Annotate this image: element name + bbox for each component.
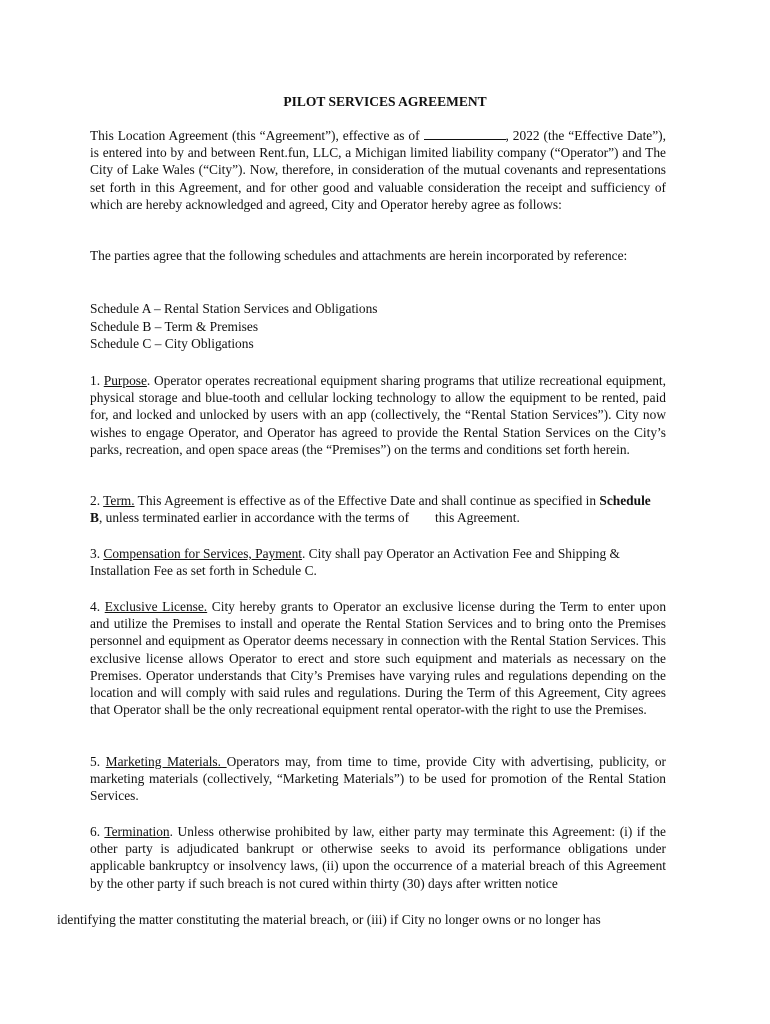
intro-text-rest: , 2022 (the “Effective Date”), is entered into by and between Rent.fun, LLC, a Michigan limited liability company (“Operator”) and The City of Lake Wales (“City”). Now, therefore, in consideration of the mutual covenants and representations set forth in this Agreement, and for other good and valuable consideration the receipt and sufficiency of which are hereby acknowledged and agreed, City and Operator hereby agree as follows: (90, 128, 666, 212)
section-body-license: City hereby grants to Operator an exclusive license during the Term to enter upon and utilize the Premises to install and operate the Rental Station Services and to bring onto the Premises personnel and equipment as Operator deems necessary in connection with the Rental Station Services. This exclusive license allows Operator to erect and store such equipment and materials as necessary on the Premises. Operator understands that City’s Premises have varying rules and regulations depending on the location and will comply with said rules and regulations. During the Term of this Agreement, City agrees that Operator shall be the only recreational equipment rental operator-with the right to use the Premises. (90, 599, 667, 718)
section-termination (90, 823, 666, 892)
section-compensation (90, 545, 666, 579)
section-body-purpose: . Operator operates recreational equipment sharing programs that utilize recreational equipment, physical storage and blue-tooth and cellular locking technology to allow the equipment to be rented, paid for, and locked and unlocked by users with an app (collectively, the “Rental Station Services”). City now wishes to engage Operator, and Operator has agreed to provide the Rental Station Services on the City’s parks, recreation, and open space areas (the “Premises”) on the terms and conditions set forth herein. (90, 373, 666, 457)
termination-continuation-line: identifying the matter constituting the material breach, or (iii) if City no longer owns or no longer has (57, 912, 601, 927)
section-number: 2. (90, 493, 104, 508)
section-number: 5. (90, 754, 106, 769)
section-body-compensation: . City shall pay Operator an Activation Fee and Shipping & Installation Fee as set forth in Schedule C. (90, 546, 620, 579)
section-heading-license: Exclusive License. (104, 599, 208, 614)
section-term (90, 492, 666, 526)
section-heading-marketing: Marketing Materials. (105, 754, 227, 769)
section-number: 1. (90, 373, 104, 388)
section-heading-compensation: Compensation for Services, Payment (103, 546, 302, 561)
section-heading-term: Term. (103, 493, 135, 508)
section-purpose (90, 372, 666, 458)
section-number: 3. (90, 546, 104, 561)
schedule-list (90, 300, 666, 353)
intro-paragraph (90, 127, 666, 213)
document-title: PILOT SERVICES AGREEMENT (283, 94, 487, 109)
schedule-item: Schedule A – Rental Station Services and Obligations (90, 301, 378, 316)
section-number: 6. (90, 824, 105, 839)
section-marketing (90, 753, 666, 805)
section-license (90, 598, 666, 718)
section-heading-purpose: Purpose (103, 373, 147, 388)
section-body-marketing: Operators may, from time to time, provide City with advertising, publicity, or marketing materials (collectively, “Marketing Materials”) to be used for promotion of the Rental Station Services. (90, 754, 667, 804)
section-body-termination: . Unless otherwise prohibited by law, either party may terminate this Agreement: (i) if the other party is adjudicated bankrupt or otherwise seeks to avoid its performance obligations under applicable bankruptcy or insolvency laws, (ii) upon the occurrence of a material breach of this Agreement by the other party if such breach is not cured within thirty (30) days after written notice (90, 824, 666, 891)
schedule-b-reference: Schedule B (90, 493, 651, 526)
incorporation-paragraph: The parties agree that the following schedules and attachments are herein incorporated by reference: (90, 248, 628, 263)
section-body-term-1: This Agreement is effective as of the Effective Date and shall continue as specified in (134, 493, 597, 508)
section-heading-termination: Termination (104, 824, 170, 839)
intro-text-start: This Location Agreement (this “Agreement”), effective as of (90, 128, 420, 143)
effective-date-blank (424, 128, 506, 140)
section-body-term-2: , unless terminated earlier in accordance with the terms of (98, 510, 410, 526)
section-body-term-3: this Agreement. (435, 510, 520, 526)
section-number: 4. (90, 599, 105, 614)
schedule-item: Schedule C – City Obligations (90, 336, 254, 352)
schedule-item: Schedule B – Term & Premises (90, 318, 259, 334)
